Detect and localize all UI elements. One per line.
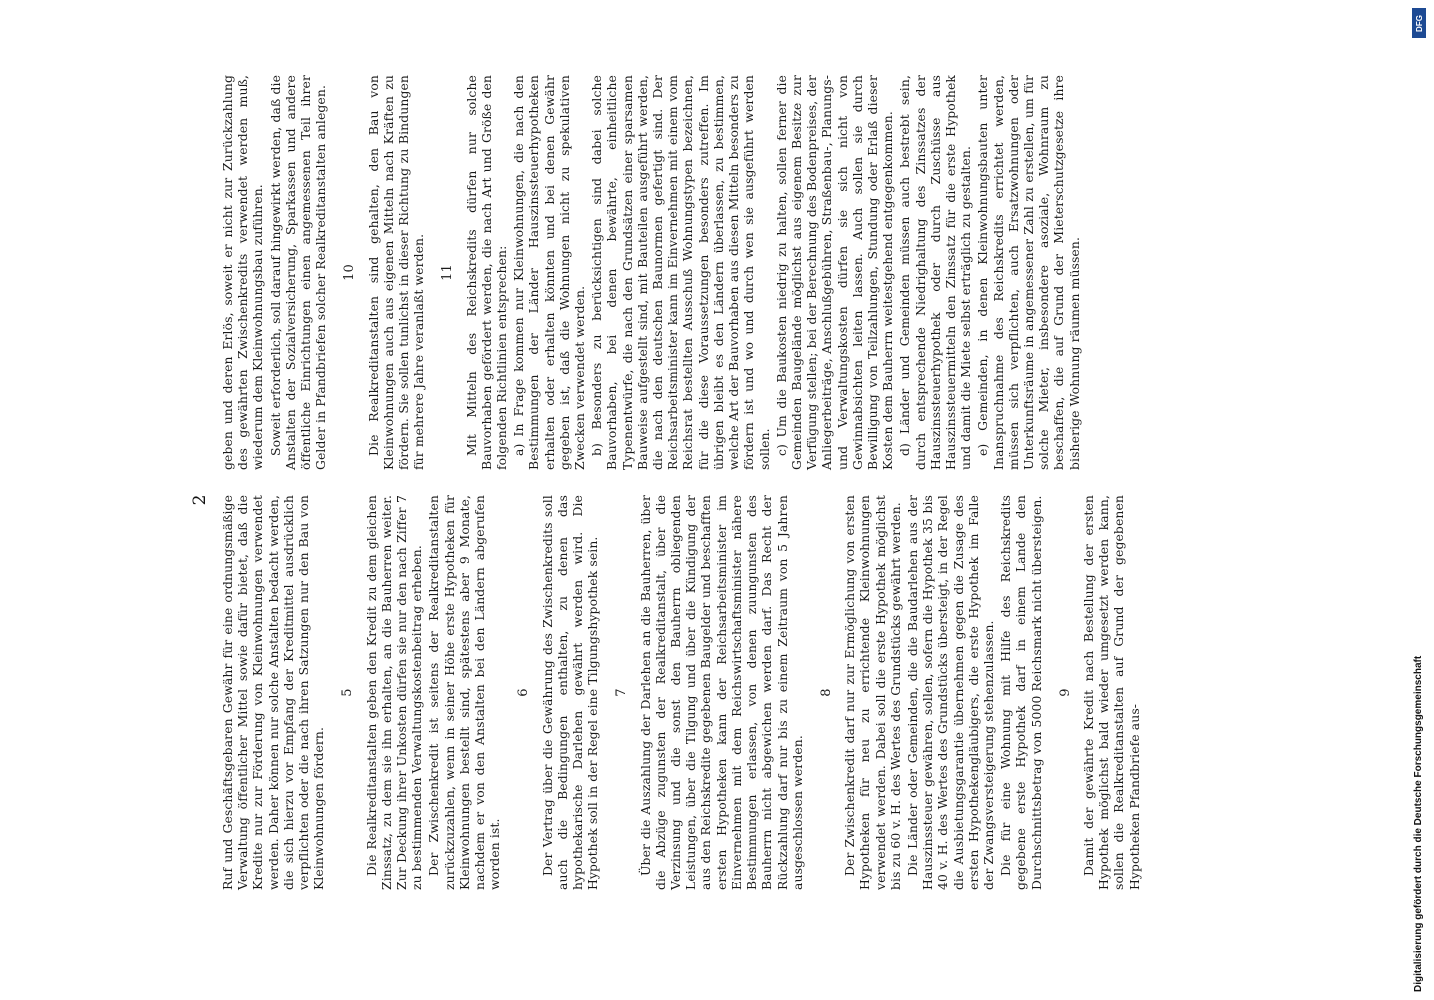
rotated-sheet bbox=[100, 0, 1400, 1000]
paragraph: b) Besonders zu berücksichtigen sind dabei solche Bauvorhaben, bei denen bewährte, einheitliche Typenentwürfe, die nach den Grundsätzen einer sparsamen Bauweise aufgestellt sind, mit Bauteilen ausgeführt werden, die nach den deutschen Baunormen gefertigt sind. Der Reichsarbeitsminister kann im Einvernehmen mit einem vom Reichsrat bestellten Ausschuß Wohnungstypen bezeichnen, für die diese Voraussetzungen besonders zutreffen. Im übrigen bleibt es den Ländern überlassen, zu bestimmen, welche Art der Bauvorhaben aus diesen Mitteln besonders zu fördern ist und wo und durch wen sie ausgeführt werden sollen. bbox=[589, 75, 772, 470]
paragraph: Über die Auszahlung der Darlehen an die Bauherren, über die Abzüge zugunsten der Realkreditanstalt, über die Verzinsung und die sonst den Bauherrn obliegenden Leistungen, über die Tilgung und über die Kündigung der aus den Reichskredite gegebenen Baugelder und beschafften ersten Hypotheken kann der Reichsarbeitsminister im Einvernehmen mit dem Reichswirtschaftsminister nähere Bestimmungen erlassen, von denen zuungunsten des Bauherrn nicht abgewichen werden darf. Das Recht der Rückzahlung darf nur bis zu einem Zeitraum von 5 Jahren ausgeschlossen werden. bbox=[637, 495, 805, 890]
paragraph: a) In Frage kommen nur Kleinwohnungen, die nach den Bestimmungen der Länder Hauszinssteuerhypotheken erhalten oder erhalten könnten und bei denen Gewähr gegeben ist, daß die Wohnungen nicht zu spekulativen Zwecken verwendet werden. bbox=[511, 75, 588, 470]
paragraph: Der Vertrag über die Gewährung des Zwischenkredits soll auch die Bedingungen enthalten, zu denen das hypothekarische Darlehen gewährt werden wird. Die Hypothek soll in der Regel eine Tilgungshypothek sein. bbox=[539, 495, 601, 890]
paragraph: Die Länder oder Gemeinden, die die Baudarlehen aus der Hauszinssteuer gewähren, sollen, sofern die Hypothek 35 bis 40 v. H. des Wertes des Grundstücks übersteigt, in der Regel die Ausbietungsgarantie übernehmen gegen die Zusage des ersten Hypothekengläubigers, die erste Hypothek im Falle der Zwangsversteigerung stehenzulassen. bbox=[904, 495, 996, 890]
paragraph: Mit Mitteln des Reichskredits dürfen nur solche Bauvorhaben gefördert werden, die nach Art und Größe den folgenden Richtlinien entsprechen: bbox=[463, 75, 510, 470]
paragraph: Die für eine Wohnung mit Hilfe des Reichskredits gegebene erste Hypothek darf in einem Lande den Durchschnittsbetrag von 5000 Reichsmark nicht übersteigen. bbox=[998, 495, 1044, 890]
paragraph: Damit der gewährte Kredit nach Bestellung der ersten Hypothek möglichst bald wieder umgesetzt werden kann, sollen die Realkreditanstalten auf Grund der gegebenen Hypotheken Pfandbriefe aus- bbox=[1080, 495, 1142, 890]
section-number: 11 bbox=[440, 264, 456, 281]
section-number: 5 bbox=[340, 688, 356, 697]
sheet-content bbox=[100, 0, 1400, 1000]
digitization-credit bbox=[1410, 8, 1428, 992]
paragraph: Der Zwischenkredit ist seitens der Realkreditanstalten zurückzuzahlen, wenn in seiner Höhe erste Hypotheken für Kleinwohnungen bestellt sind, spätestens aber 9 Monate, nachdem er von den Anstalten bei den Ländern abgerufen worden ist. bbox=[426, 495, 503, 890]
section-number: 7 bbox=[614, 688, 630, 697]
paragraph: c) Um die Baukosten niedrig zu halten, sollen ferner die Gemeinden Baugelände möglichst aus eigenem Besitze zur Verfügung stellen; bei der Berechnung des Bodenpreises, der Anliegerbeiträge, Anschlußgebühren, Straßenbau-, Planungs- und Verwaltungskosten dürfen sie sich nicht von Gewinnabsichten leiten lassen. Auch sollen sie durch Bewilligung von Teilzahlungen, Stundung oder Erlaß dieser Kosten dem Bauherrn weitestgehend entgegenkommen. bbox=[773, 75, 896, 470]
section-number: 9 bbox=[1057, 688, 1073, 697]
paragraph: e) Gemeinden, in denen Kleinwohnungsbauten unter Inanspruchnahme des Reichskredits errichtet werden, müssen sich verpflichten, auch Ersatzwohnungen oder Unterkunftsräume in angemessener Zahl zu erstellen, um für solche Mieter, insbesondere asoziale, Wohnraum zu beschaffen, die auf Grund der Mieterschutzgesetze ihre bisherige Wohnung räumen müssen. bbox=[975, 75, 1082, 470]
paragraph: Die Realkreditanstalten sind gehalten, den Bau von Kleinwohnungen auch aus eigenen Mitteln nach Kräften zu fördern. Sie sollen tunlichst in dieser Richtung zu Bindungen für mehrere Jahre veranlaßt werden. bbox=[365, 75, 427, 470]
dfg-logo-text: DFG bbox=[1414, 14, 1424, 32]
page-number: 2 bbox=[190, 494, 210, 506]
section-number: 8 bbox=[818, 688, 834, 697]
paragraph: geben und deren Erlös, soweit er nicht zur Zurückzahlung des gewährten Zwischenkredits verwendet werden muß, wiederum dem Kleinwohnungsbau zuführen. bbox=[220, 75, 266, 470]
section-number: 10 bbox=[342, 264, 358, 281]
section-number: 6 bbox=[516, 688, 532, 697]
dfg-logo bbox=[1412, 8, 1426, 38]
paragraph: Soweit erforderlich, soll darauf hingewirkt werden, daß die Anstalten der Sozialversicherung, Sparkassen und andere öffentliche Einrichtungen einen angemessenen Teil ihrer Gelder in Pfandbriefen solcher Realkreditanstalten anlegen. bbox=[267, 75, 329, 470]
paragraph: Die Realkreditanstalten geben den Kredit zu dem gleichen Zinssatz, zu dem sie ihn erhalten, an die Bauherren weiter. Zur Deckung ihrer Unkosten dürfen sie nur den nach Ziffer 7 zu bestimmenden Verwaltungskostenbeitrag erheben. bbox=[363, 495, 425, 890]
left-text-column bbox=[220, 495, 1144, 890]
paragraph: Der Zwischenkredit darf nur zur Ermöglichung von ersten Hypotheken für neu zu errichtende Kleinwohnungen verwendet werden. Dabei soll die erste Hypothek möglichst bis zu 60 v. H. des Wertes des Grundstücks gewährt werden. bbox=[842, 495, 903, 890]
digitization-credit-text: Digitalisierung gefördert durch die Deutsche Forschungsgemeinschaft bbox=[1413, 655, 1424, 992]
right-text-column bbox=[220, 75, 1084, 470]
paragraph: d) Länder und Gemeinden müssen auch bestrebt sein, durch entsprechende Niedrighaltung des Zinssatzes der Hauszinssteuerhypothek oder durch Zuschüsse aus Hauszinssteuermitteln den Zinssatz für die erste Hypothek und damit die Miete selbst erträglich zu gestalten. bbox=[897, 75, 974, 470]
paragraph: Ruf und Geschäftsgebaren Gewähr für eine ordnungsmäßige Verwaltung öffentlicher Mittel sowie dafür bietet, daß die Kredite nur zur Förderung von Kleinwohnungen verwendet werden. Daher können nur solche Anstalten bedacht werden, die sich hierzu vor Empfang der Kreditmittel ausdrücklich verpflichten oder die nach ihren Satzungen nur den Bau von Kleinwohnungen fördern. bbox=[220, 495, 327, 890]
